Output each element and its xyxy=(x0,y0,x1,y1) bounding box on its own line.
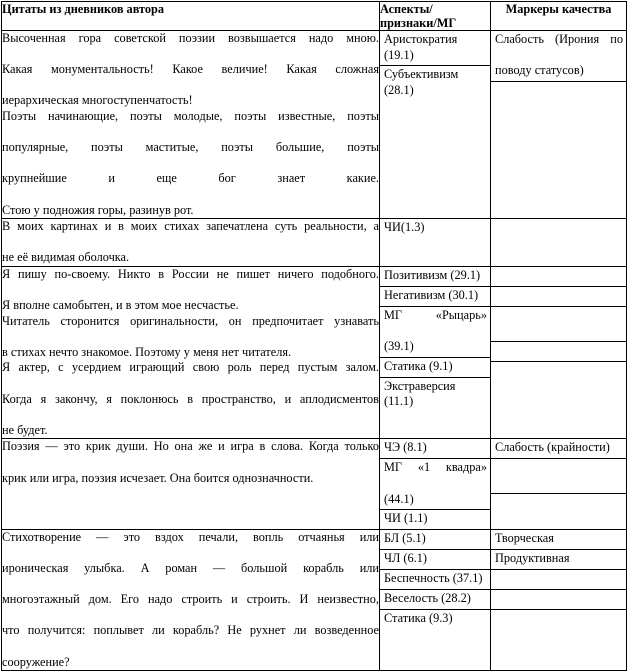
aspect-code: (11.1) xyxy=(384,394,414,409)
marker-line xyxy=(491,219,626,235)
column-header-quality-markers-label: Маркеры качества xyxy=(505,2,612,16)
quote-line: Какая монументальность! Какое величие! Какая сложная xyxy=(2,62,379,77)
aspect-item xyxy=(380,569,490,589)
marker-subrow xyxy=(491,81,626,100)
quote-line: многоэтажный дом. Его надо строить и строить. И неизвестно, xyxy=(2,592,379,607)
marker-item xyxy=(491,361,626,380)
aspects-subtable xyxy=(380,530,490,629)
marker-subrow xyxy=(491,361,626,380)
aspect-subrow xyxy=(380,530,490,550)
aspect-item xyxy=(380,66,490,101)
marker-subrow xyxy=(491,549,626,569)
aspect-code: (19.1) xyxy=(384,47,414,62)
aspect-label: Статика (9.1) xyxy=(384,358,453,373)
marker-line xyxy=(495,268,623,284)
aspect-subrow xyxy=(380,357,490,377)
aspect-subrow xyxy=(380,589,490,609)
marker-line: поводу статусов) xyxy=(495,63,584,78)
quote-line: крик или игра, поэзия исчезает. Она боится однозначности. xyxy=(2,470,314,485)
marker-item xyxy=(491,341,626,361)
aspect-code: (28.1) xyxy=(384,82,414,97)
aspect-item xyxy=(380,267,490,287)
aspect-subrow xyxy=(380,439,490,459)
quote-line: Поэзия — это крик души. Но она же и игра в слова. Когда только xyxy=(2,439,379,454)
aspects-cell xyxy=(380,31,491,219)
aspects-cell xyxy=(380,439,491,529)
aspects-cell xyxy=(380,266,491,439)
quote-line: Стою у подножия горы, разинув рот. xyxy=(2,202,194,217)
marker-line xyxy=(495,571,623,587)
marker-subrow xyxy=(491,341,626,361)
table-row xyxy=(2,439,627,529)
table-body xyxy=(2,2,627,671)
column-header-aspects xyxy=(380,2,491,31)
quote-line: В моих картинах и в моих стихах запечатлена суть реальности, а xyxy=(2,219,379,234)
marker-line: Слабость (крайности) xyxy=(495,440,610,455)
aspect-label: Беспечность (37.1) xyxy=(384,570,483,585)
marker-subrow xyxy=(491,459,626,494)
marker-item xyxy=(491,31,626,81)
quote-line: Я пишу по-своему. Никто в России не пишет ничего подобного. xyxy=(2,266,379,281)
aspect-item xyxy=(380,459,490,510)
marker-line xyxy=(495,363,623,379)
aspect-item xyxy=(380,377,490,412)
marker-item xyxy=(491,81,626,100)
quote-line: не её видимая оболочка. xyxy=(2,250,130,265)
marker-item xyxy=(491,306,626,341)
quote-cell xyxy=(2,31,380,219)
markers-subtable xyxy=(491,439,626,513)
markers-cell xyxy=(491,219,627,267)
column-header-quotes xyxy=(2,2,380,31)
quote-line: сооружение? xyxy=(2,654,70,669)
aspect-label: Экстраверсия xyxy=(384,378,456,393)
aspect-label: Статика (9.3) xyxy=(384,610,453,625)
marker-item xyxy=(491,267,626,287)
table-row xyxy=(2,266,627,439)
aspect-label: Субъективизм xyxy=(384,67,459,82)
column-header-aspects-line2: признаки/МГ xyxy=(380,16,457,30)
table-page xyxy=(0,1,626,669)
aspect-subrow xyxy=(380,286,490,306)
aspect-subrow xyxy=(380,219,490,238)
quote-line: не будет. xyxy=(2,422,48,437)
table-row xyxy=(2,31,627,219)
marker-line xyxy=(495,460,623,476)
aspect-label: ЧИ (1.1) xyxy=(384,511,428,526)
marker-line xyxy=(495,495,623,511)
quote-line: ироническая улыбка. А роман — большой корабль или xyxy=(2,561,379,575)
marker-item xyxy=(491,494,626,513)
aspect-item xyxy=(380,609,490,628)
aspect-label: ЧИ(1.3) xyxy=(384,220,425,235)
marker-line xyxy=(495,611,623,627)
quote-line: Я актер, с усердием играющий свою роль перед пустым залом. xyxy=(2,360,379,375)
aspect-item xyxy=(380,357,490,377)
markers-cell xyxy=(491,31,627,219)
aspect-subrow xyxy=(380,267,490,287)
aspect-item xyxy=(380,306,490,357)
aspect-subrow xyxy=(380,377,490,412)
marker-line: Продуктивная xyxy=(495,550,570,565)
quote-line: Стихотворение — это вздох печали, вопль отчаянья или xyxy=(2,529,379,544)
table-row xyxy=(2,529,627,670)
marker-subrow xyxy=(491,286,626,306)
marker-subrow xyxy=(491,494,626,513)
column-header-quotes-label: Цитаты из дневников автора xyxy=(2,2,165,16)
marker-item xyxy=(491,609,626,628)
marker-line xyxy=(495,83,623,99)
aspects-subtable xyxy=(380,267,490,412)
aspect-subrow xyxy=(380,609,490,628)
aspect-label: ЧЭ (8.1) xyxy=(384,440,427,455)
quote-line: иерархическая многоступенчатость! xyxy=(2,93,193,108)
aspect-label: Негативизм (30.1) xyxy=(384,287,479,302)
marker-item xyxy=(491,530,626,550)
aspect-item xyxy=(380,31,490,66)
quote-cell xyxy=(2,439,380,529)
marker-line xyxy=(495,308,623,324)
aspect-item xyxy=(380,589,490,609)
aspect-subrow xyxy=(380,549,490,569)
column-header-quality-markers xyxy=(491,2,627,31)
quote-line: Я вполне самобытен, и в этом мое несчастье. xyxy=(2,298,239,313)
quote-line: крупнейшие и еще бог знает какие. xyxy=(2,171,379,186)
aspect-code: (39.1) xyxy=(384,339,414,354)
marker-line xyxy=(495,288,623,304)
marker-subrow xyxy=(491,439,626,459)
aspects-subtable xyxy=(380,31,490,100)
column-header-aspects-line1: Аспекты/ xyxy=(380,2,433,16)
marker-subrow xyxy=(491,530,626,550)
marker-item xyxy=(491,589,626,609)
aspect-label: Веселость (28.2) xyxy=(384,590,471,605)
marker-subrow xyxy=(491,306,626,341)
markers-cell xyxy=(491,266,627,439)
aspect-subrow xyxy=(380,306,490,357)
quote-cell xyxy=(2,529,380,670)
quote-line: что получится: поплывет ли корабль? Не рухнет ли возведенное xyxy=(2,623,379,638)
markers-cell xyxy=(491,439,627,529)
aspect-subrow xyxy=(380,510,490,529)
aspect-label: МГ «1 квадра» xyxy=(384,460,487,475)
aspect-item xyxy=(380,510,490,529)
quote-line: в стихах нечто знакомое. Поэтому у меня нет читателя. xyxy=(2,344,292,359)
marker-item xyxy=(491,286,626,306)
aspect-item xyxy=(380,439,490,459)
aspects-cell xyxy=(380,219,491,267)
marker-line xyxy=(495,591,623,607)
aspect-code: (44.1) xyxy=(384,491,414,506)
markers-subtable xyxy=(491,267,626,381)
marker-item xyxy=(491,439,626,459)
aspect-label: Позитивизм (29.1) xyxy=(384,267,481,282)
quote-line: Читатель сторонится оригинальности, он предпочитает узнавать xyxy=(2,313,379,328)
aspect-subrow xyxy=(380,31,490,66)
markers-cell xyxy=(491,529,627,670)
marker-item xyxy=(491,569,626,589)
aspect-label: БЛ (5.1) xyxy=(384,530,426,545)
aspect-label: МГ «Рыцарь» xyxy=(384,307,487,322)
aspect-subrow xyxy=(380,66,490,101)
table-row xyxy=(2,219,627,267)
table-header-row xyxy=(2,2,627,31)
marker-subrow xyxy=(491,589,626,609)
aspect-item xyxy=(380,530,490,550)
marker-subrow xyxy=(491,267,626,287)
marker-line: Творческая xyxy=(495,530,554,545)
aspect-label: Аристократия xyxy=(384,32,458,46)
aspects-subtable xyxy=(380,219,490,238)
marker-subrow xyxy=(491,609,626,628)
aspects-subtable xyxy=(380,439,490,528)
marker-subrow xyxy=(491,31,626,81)
marker-line: Слабость (Ирония по xyxy=(495,32,623,46)
aspect-subrow xyxy=(380,459,490,510)
aspect-item xyxy=(380,219,490,238)
quote-line: Когда я закончу, я поклонюсь в пространство, и аплодисментов xyxy=(2,391,379,406)
aspect-subrow xyxy=(380,569,490,589)
quote-cell xyxy=(2,266,380,439)
marker-line xyxy=(495,343,623,359)
quote-line: Поэты начинающие, поэты молодые, поэты известные, поэты xyxy=(2,108,379,123)
analysis-table xyxy=(1,1,627,671)
quote-line: Высоченная гора советской поэзии возвышается надо мною. xyxy=(2,31,379,45)
aspects-cell xyxy=(380,529,491,670)
markers-subtable xyxy=(491,530,626,629)
quote-line: популярные, поэты маститые, поэты большие, поэты xyxy=(2,140,379,155)
markers-subtable xyxy=(491,31,626,100)
aspect-item xyxy=(380,286,490,306)
aspect-label: ЧЛ (6.1) xyxy=(384,550,427,565)
marker-item xyxy=(491,459,626,494)
quote-cell xyxy=(2,219,380,267)
aspect-item xyxy=(380,549,490,569)
marker-subrow xyxy=(491,569,626,589)
marker-item xyxy=(491,549,626,569)
